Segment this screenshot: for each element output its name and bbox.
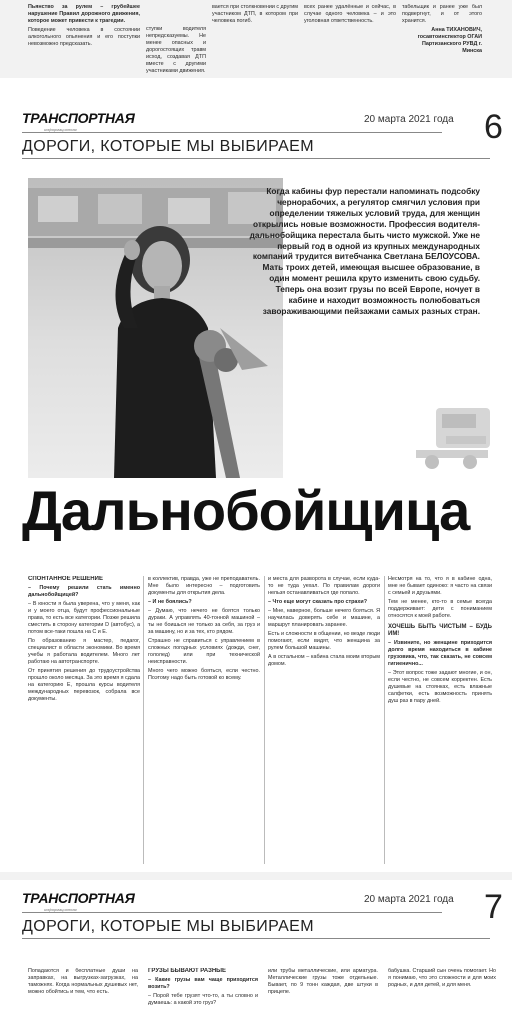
- header-rule: [22, 132, 442, 133]
- prev-text: всех ранее удалённые и сейчас, в случае одного человека – и это уголовная ответственность.: [304, 4, 396, 24]
- article-column-3: [268, 968, 378, 1024]
- prev-col-4: [304, 4, 396, 27]
- previous-page-snippet: [0, 0, 512, 78]
- interview-question: – Что еще могут сказать про страхи?: [268, 599, 368, 605]
- prev-col-1: [28, 4, 140, 50]
- interview-answer: в коллектив, правда, уже не преподаватель. Мне было интересно – подготовить документы для открытия дела.: [148, 576, 260, 596]
- page-number: 6: [484, 108, 503, 146]
- interview-answer: Есть и сложности в общении, но везде люди помогают, если видят, что женщина за рулем большой машины.: [268, 631, 380, 651]
- page-number: 7: [484, 888, 503, 926]
- issue-date: 20 марта 2021 года: [364, 114, 454, 125]
- section-rubric: ДОРОГИ, КОТОРЫЕ МЫ ВЫБИРАЕМ: [22, 918, 314, 935]
- rubric-rule: [22, 158, 490, 159]
- masthead: ТРАНСПОРТНАЯ: [22, 890, 135, 906]
- interview-answer: – В юности я была уверена, что у меня, как и у моего отца, будут профессиональные права, то есть все категории. Позже решила сместить в сторону категории D (автобус), а потом все-таки пошла на С и Е.: [28, 601, 140, 635]
- masthead: ТРАНСПОРТНАЯ: [22, 110, 135, 126]
- driver-photo: [28, 178, 283, 478]
- interview-answer: От принятия решения до трудоустройства прошло около месяца. За это время я сдала на категорию Е, прошла курсы водителя международных перевозок, собрала все документы.: [28, 668, 140, 702]
- interview-answer: Много чего можно бояться, если честно. Поэтому надо быть готовой ко всему.: [148, 668, 260, 681]
- headline: Дальнобойщица: [22, 479, 470, 542]
- interview-question: – И не боялись?: [148, 599, 192, 605]
- interview-question: – Какие грузы вам чаще приходится возить?: [148, 977, 258, 990]
- prev-text: ступки водителя непредсказуемы. Не менее опасных и дорогостоящих травм исход, создавая ДТП вместе с другими участниками движения.: [146, 26, 206, 74]
- interview-answer: Тем не менее, кто-то в семье всегда поддерживает: дети с пониманием относятся к моей работе.: [388, 599, 492, 619]
- article-column-4: [388, 576, 492, 864]
- rubric-rule: [22, 938, 490, 939]
- page-separator: [0, 872, 512, 880]
- issue-date: 20 марта 2021 года: [364, 894, 454, 905]
- interview-answer: – Мне, наверное, больше нечего бояться. Я научилась доверять себе и машине, а маршрут планировать заранее.: [268, 608, 380, 628]
- article-text: бабушка. Старший сын очень помогает. Но я понимаю, что это сложности и для моих родных, и для детей, и для меня.: [388, 968, 496, 988]
- column-subhead: ГРУЗЫ БЫВАЮТ РАЗНЫЕ: [148, 968, 227, 974]
- prev-col-5: [402, 4, 482, 57]
- article-column-2: [148, 576, 260, 864]
- header-rule: [22, 912, 442, 913]
- article-column-1: [28, 968, 138, 1024]
- interview-answer: – Думаю, что нечего не боятся только дураки. А управлять 40-тонной машиной – ты не боишься не только за себя, за груз и за машину, но и за тех, кто рядом.: [148, 608, 260, 635]
- column-subhead: ХОЧЕШЬ БЫТЬ ЧИСТЫМ – БУДЬ ИМ!: [388, 624, 492, 637]
- article-text: Попадаются и бесплатные души на заправках, на выгрузках-загрузках, на таможнях. Когда нормальных душевых нет, можно обойтись и тем, что есть.: [28, 968, 138, 995]
- masthead-subtitle: информационная: [44, 127, 77, 132]
- column-subhead: СПОНТАННОЕ РЕШЕНИЕ: [28, 576, 103, 582]
- prev-signature: Анна ТИХАНОВИЧ, госавтоинспектор ОГАИ Партизанского РУВД г. Минска: [417, 27, 482, 54]
- column-divider: [384, 576, 385, 864]
- lead-paragraph: Когда кабины фур перестали напоминать подсобку чернорабочих, а регулятор смягчил условия при определении тяжелых условий труда, для женщин открылись новые возможности. Профессия водителя-дальнобойщика перестала быть чисто мужской. Уже не первый год в одной из крупных международных компаний трудится витебчанка Светлана БЕЛОУСОВА. Мать троих детей, имеющая высшее образование, в один момент решила круто изменить свою судьбу. Теперь она возит грузы по всей Европе, ночует в кабине и находит возможность полюбоваться завораживающими пейзажами самых разных стран.: [249, 186, 480, 316]
- article-column-3: [268, 576, 380, 864]
- masthead-subtitle: информационная: [44, 907, 77, 912]
- prev-col-3: [212, 4, 298, 27]
- interview-answer: – Порой тебе грузят что-то, а ты словно и думаешь: а какой это груз?: [148, 993, 258, 1006]
- prev-bold-lead: Пьянство за рулем – грубейшее нарушение Правил дорожного движения, которое может привести к трагедии.: [28, 4, 140, 24]
- interview-answer: Несмотря на то, что я в кабине одна, мне не бывает одиноко: я часто на связи с семьей и друзьями.: [388, 576, 492, 596]
- column-divider: [143, 576, 144, 864]
- interview-answer: и места для разворота в случае, если куда-то не туда уехал. По правилам дороги нельзя останавливаться где попало.: [268, 576, 380, 596]
- section-rubric: ДОРОГИ, КОТОРЫЕ МЫ ВЫБИРАЕМ: [22, 138, 314, 155]
- driver-photo-illustration: [28, 178, 283, 478]
- column-divider: [264, 576, 265, 864]
- truck-icon: [412, 400, 492, 472]
- interview-answer: По образованию я мастер, педагог, специалист в области экономики. Во время учебы я работала водителем. Много лет работаю на автотранспорте.: [28, 638, 140, 665]
- article-column-1: [28, 576, 140, 864]
- interview-answer: А в остальном – кабина стала моим вторым домом.: [268, 654, 380, 667]
- article-column-4: [388, 968, 496, 1024]
- prev-text: вается при столкновении с другим участником ДТП, в котором при человека погиб.: [212, 4, 298, 24]
- interview-answer: Страшно не справиться с управлением в сложных погодных условиях (дожди, снег, гололед) или при технической неисправности.: [148, 638, 260, 665]
- page-7: [8, 880, 504, 1024]
- prev-text: табельщик и ранее уже был подвергнут, и от этого хранится.: [402, 4, 482, 24]
- article-column-2: [148, 968, 258, 1024]
- interview-question: – Извините, но женщине приходится долго время находиться в кабине грузовика, что, так сказать, не совсем гигиенично...: [388, 640, 492, 667]
- prev-col-2: [146, 26, 206, 77]
- interview-answer: – Этот вопрос тоже задают многие, и он, если честно, не совсем корректен. Есть душевые на стоянках, есть влажные салфетки, есть возможность принять душ раз в пару дней.: [388, 670, 492, 704]
- prev-text: Поведение человека в состоянии алкогольного опьянения и его поступки невозможно предсказать.: [28, 27, 140, 47]
- interview-question: – Почему решили стать именно дальнобойщицей?: [28, 585, 140, 598]
- article-text: или трубы металлические, или арматура. Металлические грузы тоже отдельные. Бывает, по 9 тонн каждая, две штуки в прицепе.: [268, 968, 378, 995]
